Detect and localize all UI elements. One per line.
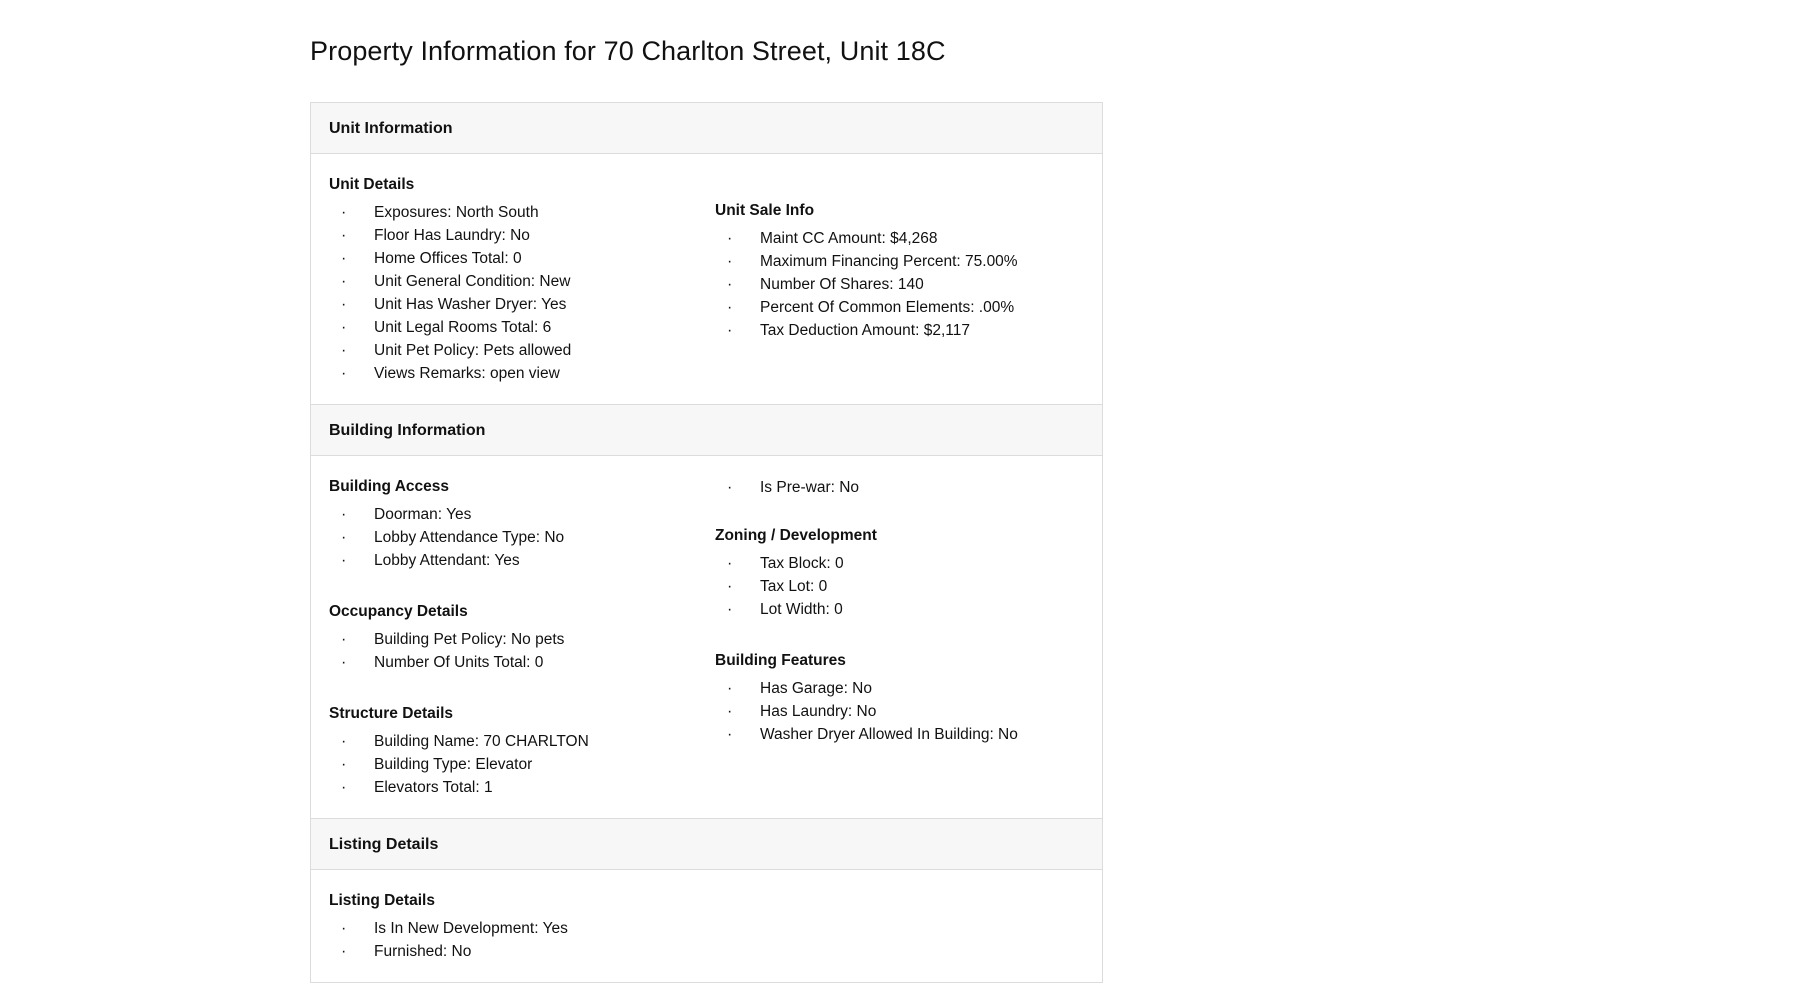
page-title: Property Information for 70 Charlton Street, Unit 18C — [310, 36, 946, 66]
group-building-features — [715, 650, 1084, 746]
list-item: · Number Of Units Total: 0 — [329, 651, 715, 674]
list-item: · Lot Width: 0 — [715, 598, 1084, 621]
group-title-building-features: Building Features — [715, 652, 846, 669]
section-body-unit-information — [311, 154, 1102, 405]
list-item: · Tax Deduction Amount: $2,117 — [715, 319, 1084, 342]
section-header-unit-information: Unit Information — [311, 103, 1102, 154]
list-item: · Percent Of Common Elements: .00% — [715, 296, 1084, 319]
list-item: · Is In New Development: Yes — [329, 917, 715, 940]
group-building-access — [329, 476, 715, 572]
building-info-right-column — [715, 476, 1084, 818]
list-item: · Is Pre-war: No — [715, 476, 1084, 499]
list-item: · Tax Block: 0 — [715, 552, 1084, 575]
list-unit-sale-info — [715, 227, 1084, 342]
group-occupancy-details — [329, 601, 715, 674]
list-building-access-continued — [715, 476, 1084, 499]
section-header-listing-details: Listing Details — [311, 819, 1102, 870]
list-item: · Number Of Shares: 140 — [715, 273, 1084, 296]
group-unit-sale-info — [715, 200, 1084, 342]
list-item: · Building Pet Policy: No pets — [329, 628, 715, 651]
list-item: · Lobby Attendant: Yes — [329, 549, 715, 572]
list-item: · Maint CC Amount: $4,268 — [715, 227, 1084, 250]
building-info-left-column — [329, 476, 715, 818]
section-header-building-information: Building Information — [311, 405, 1102, 456]
unit-info-right-column — [715, 174, 1084, 404]
list-item: · Unit Legal Rooms Total: 6 — [329, 316, 715, 339]
list-item: · Unit Has Washer Dryer: Yes — [329, 293, 715, 316]
group-title-building-access: Building Access — [329, 478, 450, 495]
list-item: · Floor Has Laundry: No — [329, 224, 715, 247]
group-title-occupancy-details: Occupancy Details — [329, 603, 468, 620]
list-zoning-development — [715, 552, 1084, 621]
group-unit-details — [329, 174, 715, 385]
group-listing-details — [329, 890, 715, 963]
list-item: · Home Offices Total: 0 — [329, 247, 715, 270]
section-body-building-information — [311, 456, 1102, 819]
section-body-listing-details — [311, 870, 1102, 982]
list-structure-details — [329, 730, 715, 799]
list-building-access — [329, 503, 715, 572]
group-title-unit-details: Unit Details — [329, 176, 415, 193]
list-listing-details — [329, 917, 715, 963]
list-item: · Exposures: North South — [329, 201, 715, 224]
group-title-listing-details: Listing Details — [329, 892, 435, 909]
list-item: · Has Laundry: No — [715, 700, 1084, 723]
listing-details-left-column — [329, 890, 715, 982]
list-item: · Unit Pet Policy: Pets allowed — [329, 339, 715, 362]
group-structure-details — [329, 703, 715, 799]
list-item: · Building Type: Elevator — [329, 753, 715, 776]
group-title-zoning-development: Zoning / Development — [715, 527, 877, 544]
group-zoning-development — [715, 525, 1084, 621]
group-building-access-continued — [715, 476, 1084, 499]
list-item: · Maximum Financing Percent: 75.00% — [715, 250, 1084, 273]
list-item: · Doorman: Yes — [329, 503, 715, 526]
listing-details-right-column — [715, 890, 1084, 982]
list-item: · Furnished: No — [329, 940, 715, 963]
list-item: · Has Garage: No — [715, 677, 1084, 700]
group-title-unit-sale-info: Unit Sale Info — [715, 202, 815, 219]
list-item: · Washer Dryer Allowed In Building: No — [715, 723, 1084, 746]
list-occupancy-details — [329, 628, 715, 674]
group-title-structure-details: Structure Details — [329, 705, 454, 722]
list-item: · Unit General Condition: New — [329, 270, 715, 293]
list-item: · Building Name: 70 CHARLTON — [329, 730, 715, 753]
property-info-card — [310, 102, 1103, 983]
list-item: · Tax Lot: 0 — [715, 575, 1084, 598]
list-item: · Elevators Total: 1 — [329, 776, 715, 799]
list-unit-details — [329, 201, 715, 385]
unit-info-left-column — [329, 174, 715, 404]
list-building-features — [715, 677, 1084, 746]
list-item: · Views Remarks: open view — [329, 362, 715, 385]
list-item: · Lobby Attendance Type: No — [329, 526, 715, 549]
